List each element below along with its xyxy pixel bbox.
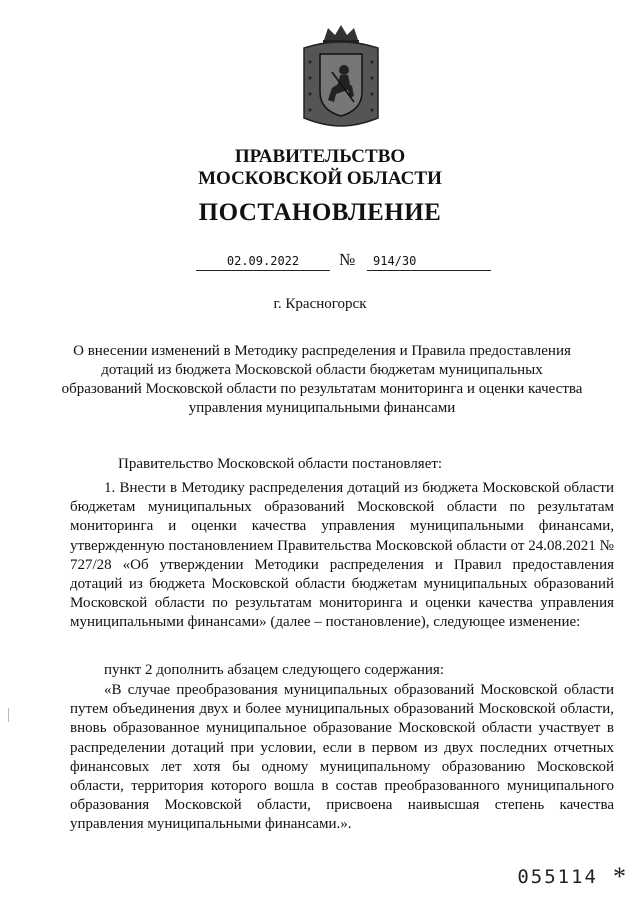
document-type-title: ПОСТАНОВЛЕНИЕ	[198, 199, 442, 226]
government-region: МОСКОВСКОЙ ОБЛАСТИ	[198, 168, 442, 189]
decree-subject: О внесении изменений в Методику распределения и Правила предоставления дотаций из бюджета Московской области бюджетам муниципальных образований Московской области по результатам мониторинга и оценки качества управления муниципальными финансами	[61, 343, 583, 416]
government-name: ПРАВИТЕЛЬСТВО	[234, 146, 406, 167]
coat-of-arms-icon	[298, 22, 384, 130]
star-mark: *	[613, 862, 626, 891]
clause-1-paragraph: 1. Внести в Методику распределения дотаций из бюджета Московской области бюджетам муниципальных образований Московской области по результатам мониторинга и оценки качества управления муниципальными финансами, утвержденную постановлением Правительства Московской области от 24.08.2021 № 727/28 «Об утверждении Методики распределения и Правил предоставления дотаций из бюджета Московской области бюджетам муниципальных образований Московской области по результатам мониторинга и оценки качества управления муниципальными финансами» (далее – постановление), следующее изменение:	[70, 480, 614, 631]
place-of-issue: г. Красногорск	[273, 296, 367, 312]
amendment-quote-paragraph: «В случае преобразования муниципальных образований Московской области путем объединения двух и более муниципальных образований Московской области, вновь образованное муниципальное образование Московской области участвует в распределении дотаций при условии, если в первом из двух последних отчетных финансовых лет хотя бы одному муниципальному образованию Московской области, территория которого вошла в состав преобразованного муниципального образования Московской области, присвоена наивысшая степень качества управления муниципальными финансами.».	[70, 682, 614, 833]
clause-amendment-paragraph: пункт 2 дополнить абзацем следующего содержания:	[104, 662, 444, 678]
decree-date: 02.09.2022	[196, 252, 330, 271]
serial-number: 055114	[517, 866, 598, 888]
number-sign: №	[339, 250, 356, 269]
intro-paragraph: Правительство Московской области постановляет:	[118, 456, 443, 472]
decree-number: 914/30	[367, 252, 491, 271]
scan-edge-mark	[8, 708, 9, 722]
